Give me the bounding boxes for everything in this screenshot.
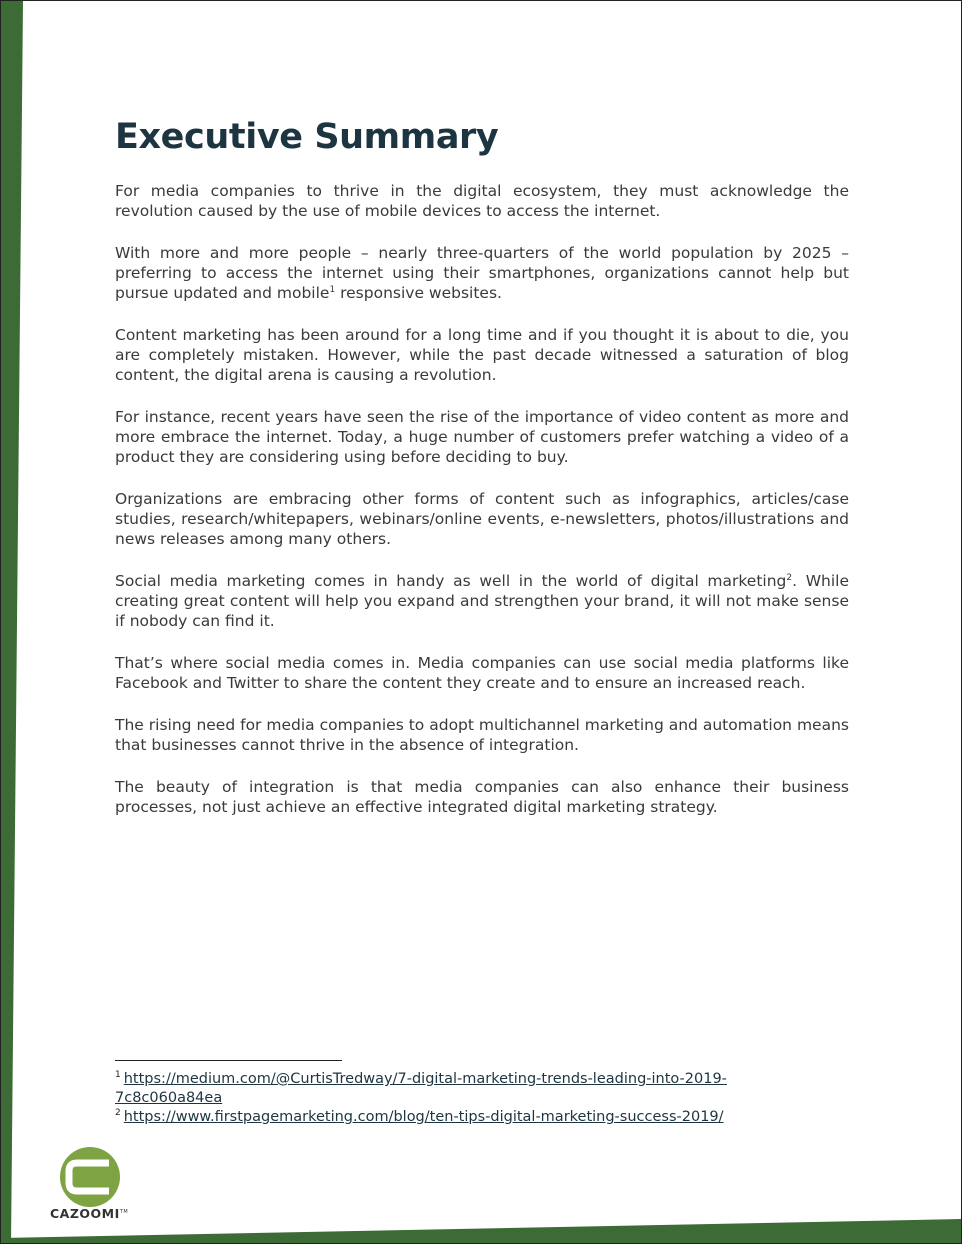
paragraph-7: That’s where social media comes in. Media companies can use social media platforms like Facebook and Twitter to share the content they create and to ensure an increased reach. <box>115 654 849 692</box>
paragraph-4: For instance, recent years have seen the rise of the importance of video content as more and more embrace the internet. Today, a huge number of customers prefer watching a video of a product they are considering using before deciding to buy. <box>115 408 849 466</box>
paragraph-5: Organizations are embracing other forms of content such as infographics, articles/case studies, research/whitepapers, webinars/online events, e-newsletters, photos/illustrations and news releases among many others. <box>115 490 849 548</box>
paragraph-9: The beauty of integration is that media companies can also enhance their business processes, not just achieve an effective integrated digital marketing strategy. <box>115 778 849 816</box>
footnote-2 <box>115 1108 849 1127</box>
paragraph-3: Content marketing has been around for a long time and if you thought it is about to die, you are completely mistaken. However, while the past decade witnessed a saturation of blog content, the digital arena is causing a revolution. <box>115 326 849 384</box>
paragraph-2: With more and more people – nearly three-quarters of the world population by 2025 – preferring to access the internet using their smartphones, organizations cannot help but pursue updated and mobile$^1$ responsive websites. <box>115 244 849 302</box>
footnote-ref-1[interactable]: 1 <box>329 284 336 295</box>
footnote-1 <box>115 1070 849 1108</box>
left-green-stripe <box>1 1 23 1244</box>
footnote-link-2[interactable]: https://www.firstpagemarketing.com/blog/ten-tips-digital-marketing-success-2019/ <box>123 1109 724 1125</box>
bottom-green-stripe <box>1 1219 962 1244</box>
footnote-ref-2[interactable]: 2 <box>786 572 793 583</box>
paragraph-6: Social media marketing comes in handy as well in the world of digital marketing$^2$. While creating great content will help you expand and strengthen your brand, it will not make sense if nobody can find it. <box>115 572 849 630</box>
main-content <box>115 115 849 839</box>
footnote-number-2: 2 <box>115 1108 121 1119</box>
footnote-number-1: 1 <box>115 1070 121 1081</box>
paragraph-1: For media companies to thrive in the digital ecosystem, they must acknowledge the revolution caused by the use of mobile devices to access the internet. <box>115 182 849 220</box>
footnotes <box>115 1070 849 1127</box>
page-title: Executive Summary <box>115 117 499 157</box>
paragraph-8: The rising need for media companies to adopt multichannel marketing and automation means that businesses cannot thrive in the absence of integration. <box>115 716 849 754</box>
brand-wordmark: CAZOOMI™ <box>50 1206 129 1221</box>
footnote-link-1[interactable]: https://medium.com/@CurtisTredway/7-digital-marketing-trends-leading-into-2019- 7c8c060a84ea <box>115 1071 727 1106</box>
footnote-separator <box>115 1060 342 1061</box>
